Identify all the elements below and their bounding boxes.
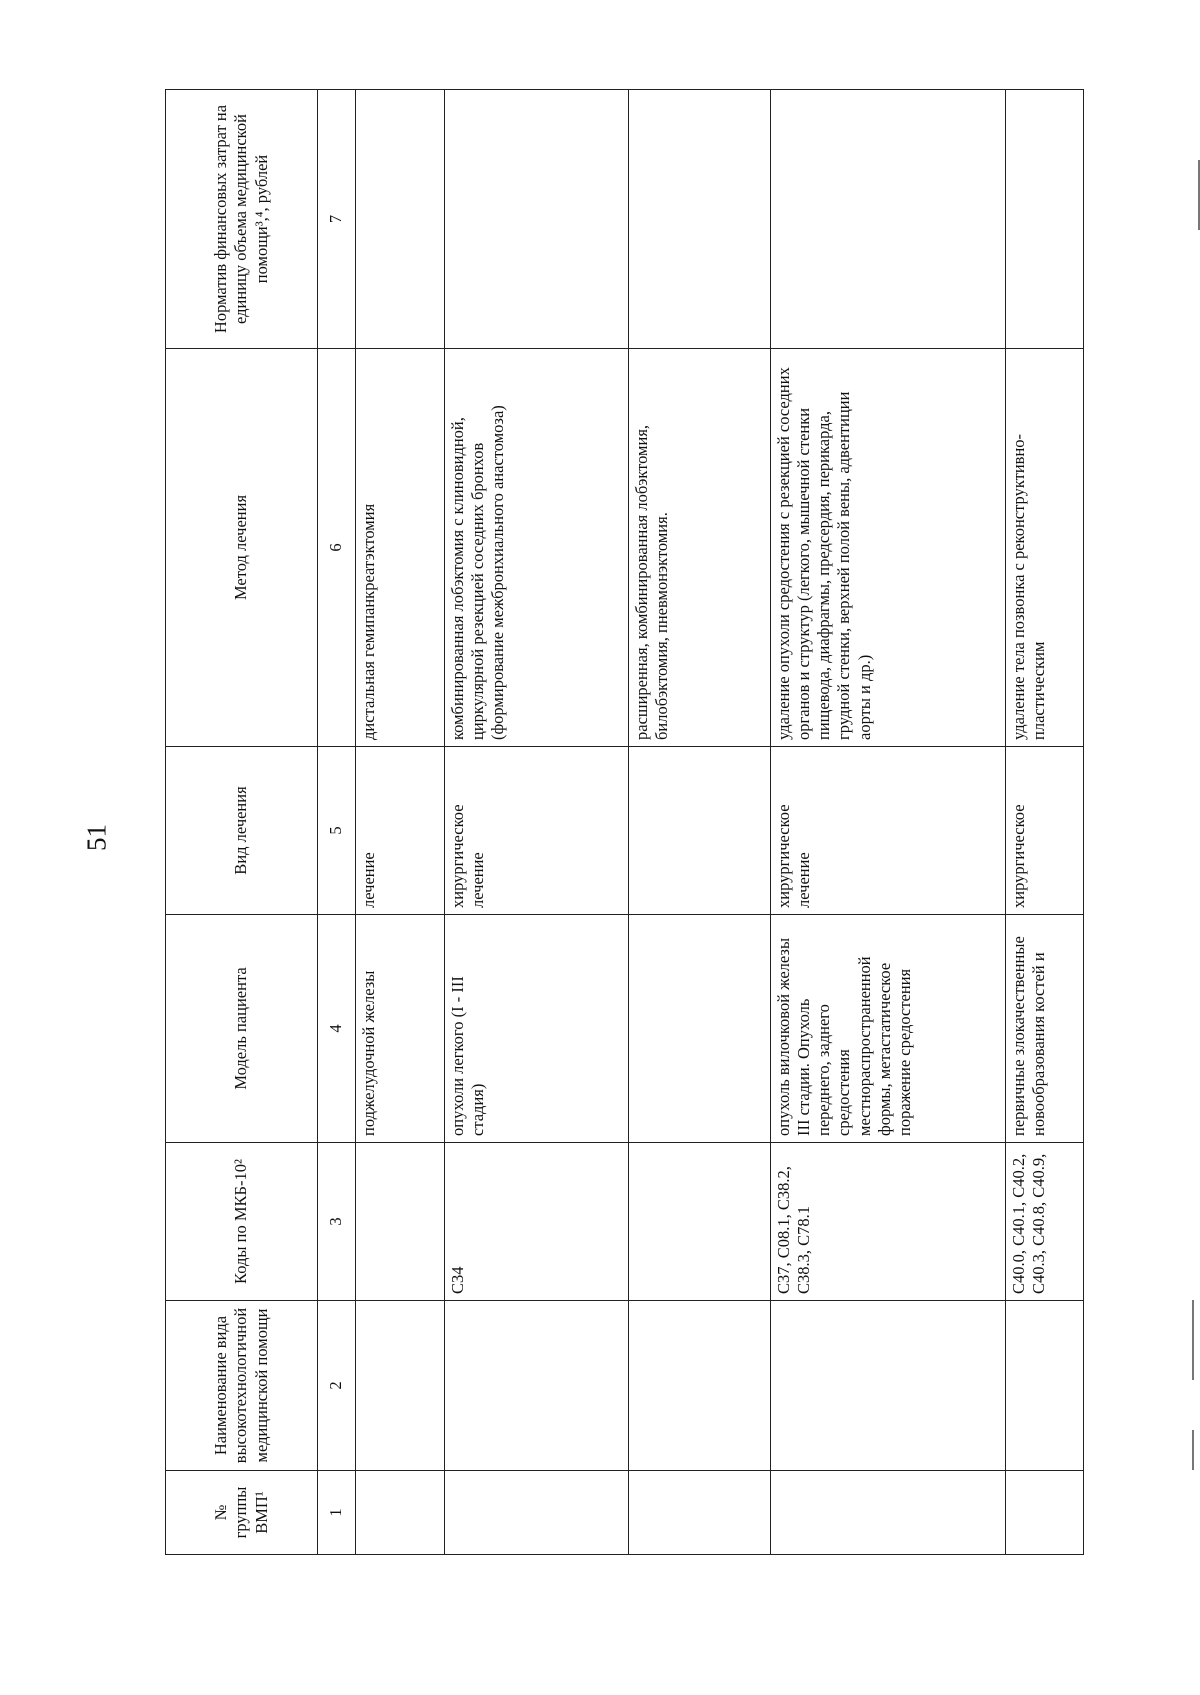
cell-patient-model: опухоль вилочковой железы III стадии. Опухоль переднего, заднего средостения местнораспространенной формы, метастатическое поражение средостения <box>771 915 1006 1143</box>
header-vmp-name: Наименование вида высокотехнологичной медицинской помощи <box>166 1301 318 1471</box>
cell-treatment-type: хирургическое лечение <box>771 747 1006 915</box>
header-group-number: № группы ВМП¹ <box>166 1471 318 1555</box>
header-cost-standard: Норматив финансовых затрат на единицу объема медицинской помощи³,⁴, рублей <box>166 90 318 349</box>
table-row <box>356 90 445 1555</box>
scan-edge-mark <box>1192 1300 1194 1380</box>
cell-treatment-type: хирургическое <box>1006 747 1084 915</box>
cell-treatment-type: лечение <box>356 747 445 915</box>
cell-cost-standard <box>1006 90 1084 349</box>
column-number: 3 <box>318 1143 356 1301</box>
cell-cost-standard <box>771 90 1006 349</box>
table-header-row <box>166 90 318 1555</box>
cell-vmp-name <box>445 1301 629 1471</box>
cell-vmp-name <box>771 1301 1006 1471</box>
cell-group-number <box>356 1471 445 1555</box>
column-number-row <box>318 90 356 1555</box>
cell-treatment-method: удаление опухоли средостения с резекцией соседних органов и структур (легкого, мышечной стенки пищевода, диафрагмы, предсердия, перикарда, грудной стенки, верхней полой вены, адвентиции аорты и др.) <box>771 349 1006 747</box>
cell-group-number <box>629 1471 771 1555</box>
cell-treatment-method: расширенная, комбинированная лобэктомия, билобэктомия, пневмонэктомия. <box>629 349 771 747</box>
cell-icd-codes: C37, C08.1, C38.2, C38.3, C78.1 <box>771 1143 1006 1301</box>
cell-cost-standard <box>356 90 445 349</box>
cell-patient-model: поджелудочной железы <box>356 915 445 1143</box>
rotated-table-container <box>165 90 1083 1555</box>
column-number: 4 <box>318 915 356 1143</box>
cell-patient-model: опухоли легкого (I - III стадия) <box>445 915 629 1143</box>
cell-treatment-type: хирургическое лечение <box>445 747 629 915</box>
column-number: 2 <box>318 1301 356 1471</box>
column-number: 5 <box>318 747 356 915</box>
cell-cost-standard <box>445 90 629 349</box>
cell-icd-codes <box>356 1143 445 1301</box>
column-number: 7 <box>318 90 356 349</box>
cell-patient-model: первичные злокачественные новообразования костей и <box>1006 915 1084 1143</box>
cell-cost-standard <box>629 90 771 349</box>
scan-edge-mark <box>1192 1430 1194 1470</box>
cell-patient-model <box>629 915 771 1143</box>
cell-vmp-name <box>1006 1301 1084 1471</box>
table-row <box>629 90 771 1555</box>
cell-group-number <box>445 1471 629 1555</box>
cell-treatment-method: комбинированная лобэктомия с клиновидной, циркулярной резекцией соседних бронхов (формирование межбронхиального анастомоза) <box>445 349 629 747</box>
cell-group-number <box>1006 1471 1084 1555</box>
table-row <box>1006 90 1084 1555</box>
cell-treatment-type <box>629 747 771 915</box>
page-number: 51 <box>81 824 112 851</box>
column-number: 1 <box>318 1471 356 1555</box>
header-icd-codes: Коды по МКБ-10² <box>166 1143 318 1301</box>
cell-vmp-name <box>629 1301 771 1471</box>
table-row <box>771 90 1006 1555</box>
cell-group-number <box>771 1471 1006 1555</box>
cell-treatment-method: удаление тела позвонка с реконструктивно-пластическим <box>1006 349 1084 747</box>
column-number: 6 <box>318 349 356 747</box>
vmp-table <box>165 89 1084 1555</box>
cell-treatment-method: дистальная гемипанкреатэктомия <box>356 349 445 747</box>
header-treatment-method: Метод лечения <box>166 349 318 747</box>
cell-icd-codes: C40.0, C40.1, C40.2, C40.3, C40.8, C40.9, <box>1006 1143 1084 1301</box>
cell-vmp-name <box>356 1301 445 1471</box>
header-treatment-type: Вид лечения <box>166 747 318 915</box>
table-row <box>445 90 629 1555</box>
header-patient-model: Модель пациента <box>166 915 318 1143</box>
cell-icd-codes: C34 <box>445 1143 629 1301</box>
cell-icd-codes <box>629 1143 771 1301</box>
